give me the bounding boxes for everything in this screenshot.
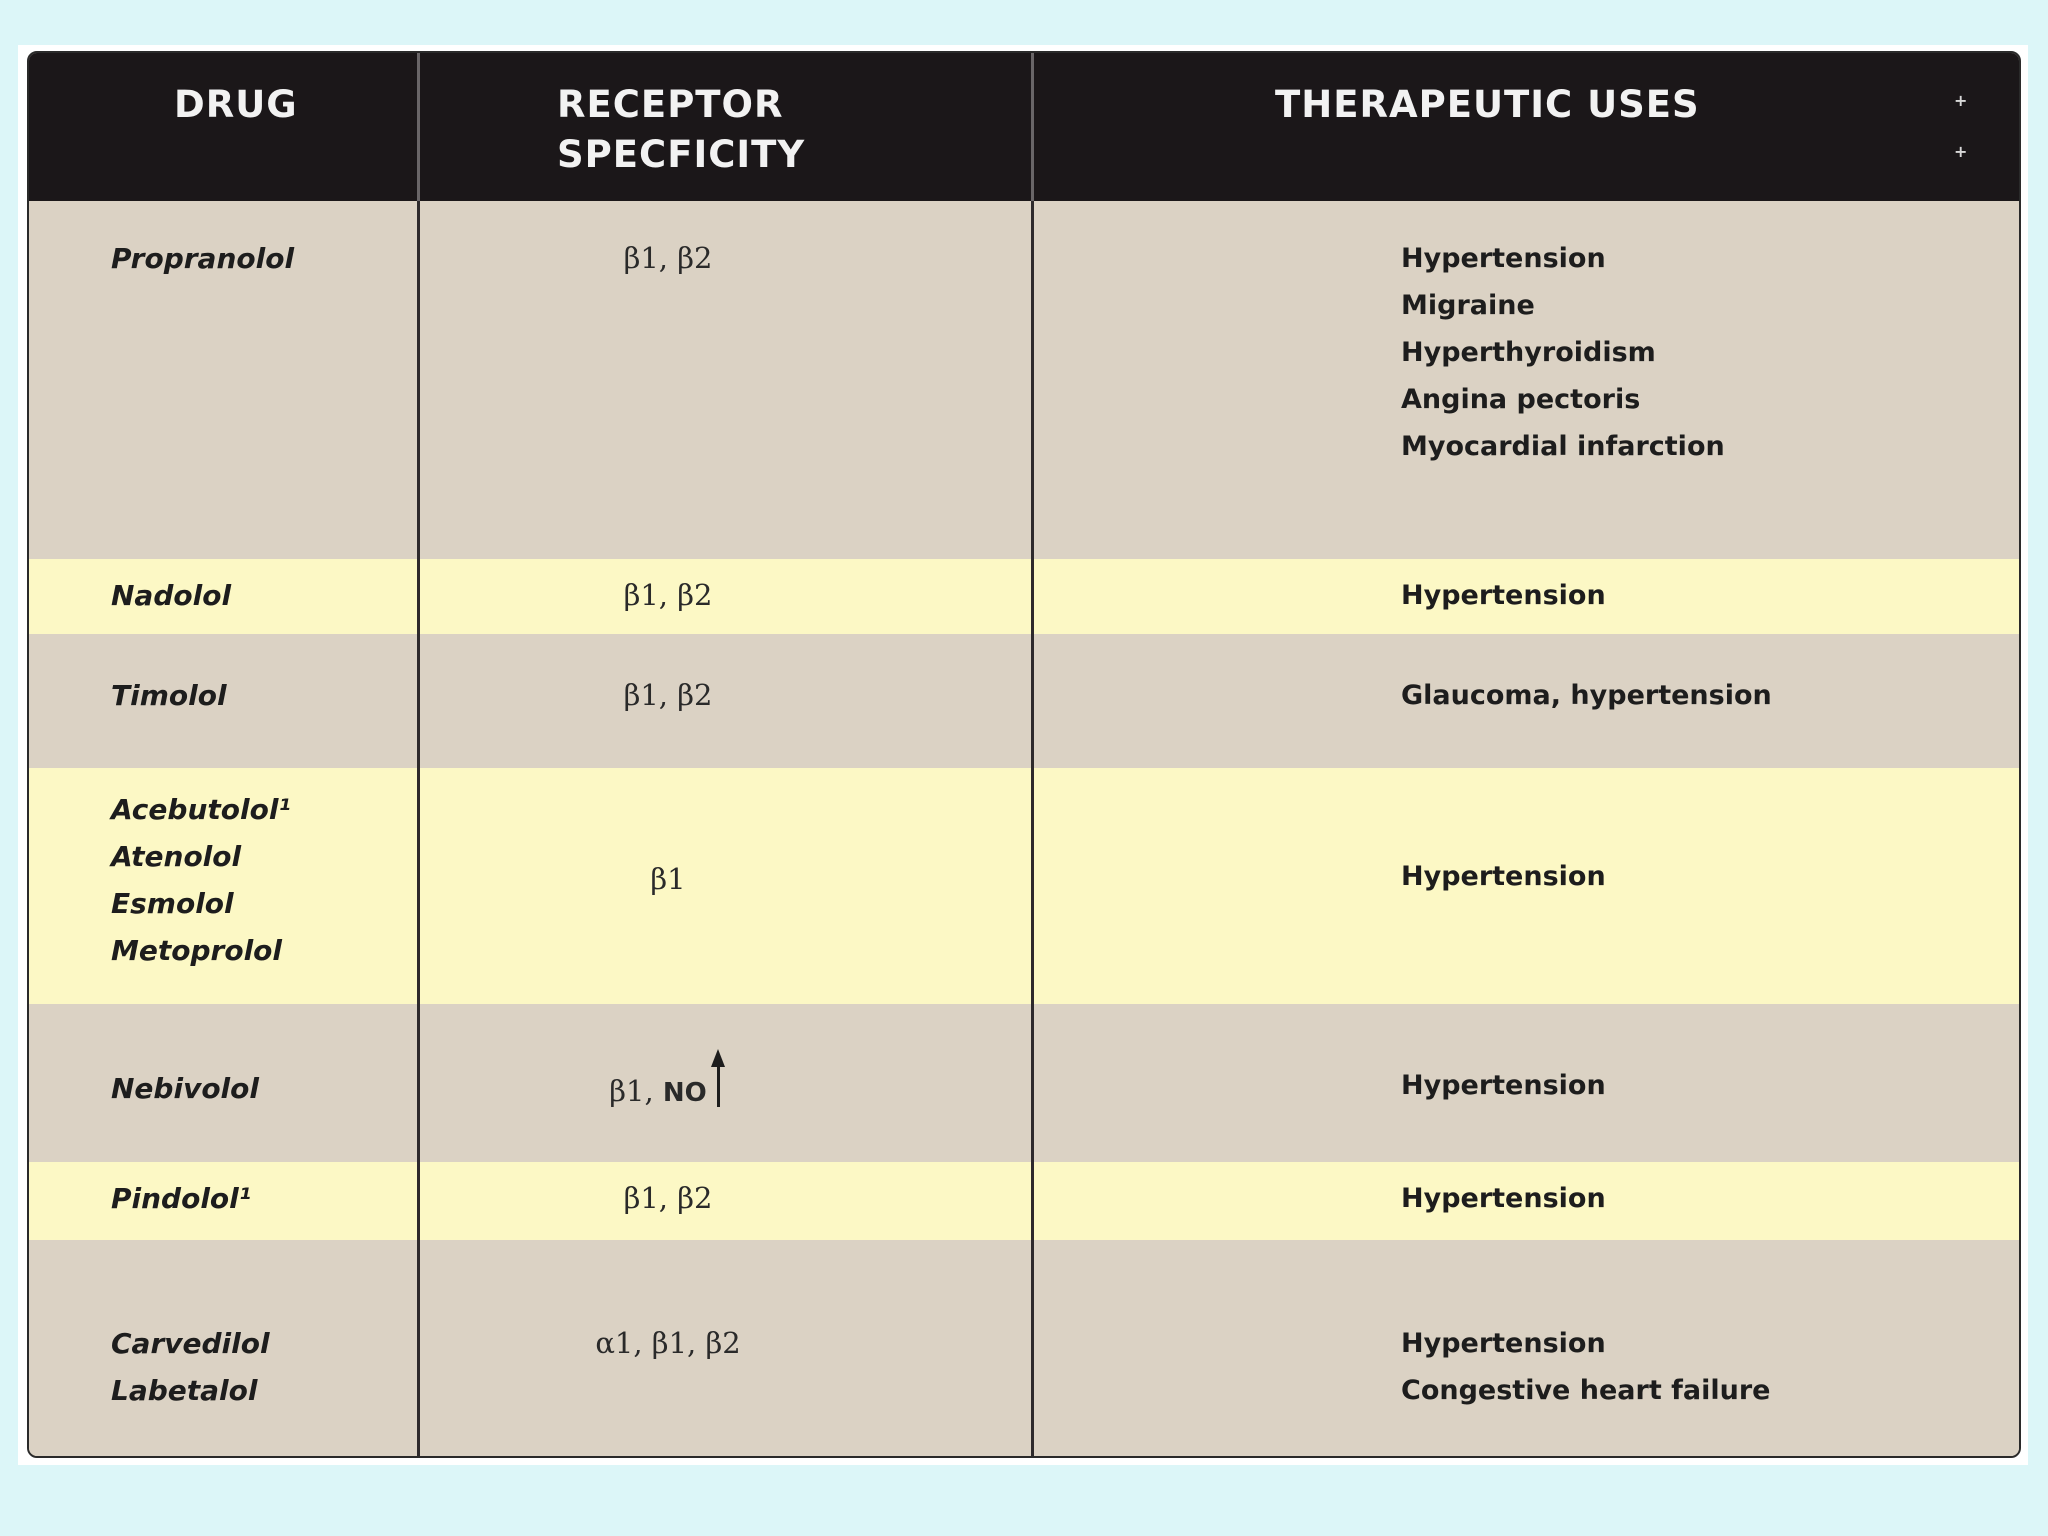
table-row	[29, 1240, 2019, 1458]
table-row	[29, 1162, 2019, 1240]
drug-cell: Nadolol	[111, 579, 232, 612]
table-header	[29, 53, 2019, 201]
receptor-cell: α1, β1, β2	[595, 1326, 741, 1360]
receptor-cell: β1, NO	[561, 1055, 775, 1117]
uses-cell: Hypertension	[1401, 1070, 1606, 1101]
uses-cell: Hypertension	[1401, 1183, 1606, 1214]
uses-cell: Hypertension Migraine Hyperthyroidism Angina pectoris Myocardial infarction	[1401, 243, 1725, 462]
uses-cell: Glaucoma, hypertension	[1401, 680, 1772, 711]
table-row	[29, 559, 2019, 634]
plus-icon: +	[1954, 91, 1968, 110]
header-divider	[1031, 53, 1034, 201]
uses-cell: Hypertension Congestive heart failure	[1401, 1328, 1771, 1406]
plus-icon: +	[1954, 142, 1968, 161]
header-drug: DRUG	[174, 83, 298, 126]
drug-cell: Acebutolol¹ Atenolol Esmolol Metoprolol	[111, 793, 291, 967]
table-row	[29, 201, 2019, 487]
table-row	[29, 634, 2019, 768]
receptor-cell: β1, β2	[623, 1181, 713, 1215]
header-divider	[417, 53, 420, 201]
receptor-cell: β1	[650, 862, 686, 896]
uses-cell: Hypertension	[1401, 580, 1606, 611]
drug-cell: Timolol	[111, 679, 227, 712]
header-therapeutic-uses: THERAPEUTIC USES	[1275, 83, 1700, 126]
drug-cell: Carvedilol Labetalol	[111, 1327, 270, 1407]
receptor-cell: β1, β2	[623, 678, 713, 712]
receptor-cell: β1, β2	[623, 241, 713, 275]
up-arrow-icon	[711, 1055, 727, 1107]
receptor-cell: β1, β2	[623, 578, 713, 612]
column-divider	[1031, 53, 1034, 1456]
drug-cell: Propranolol	[111, 242, 295, 275]
drug-cell: Pindolol¹	[111, 1182, 252, 1215]
uses-cell: Hypertension	[1401, 861, 1606, 892]
table-row	[29, 1004, 2019, 1162]
table-row	[29, 768, 2019, 1004]
column-divider	[417, 53, 420, 1456]
header-receptor-specificity: RECEPTOR SPECFICITY	[557, 83, 806, 176]
drug-cell: Nebivolol	[111, 1072, 259, 1105]
nitric-oxide-label: NO	[662, 1078, 707, 1108]
beta-blocker-table	[27, 51, 2021, 1458]
